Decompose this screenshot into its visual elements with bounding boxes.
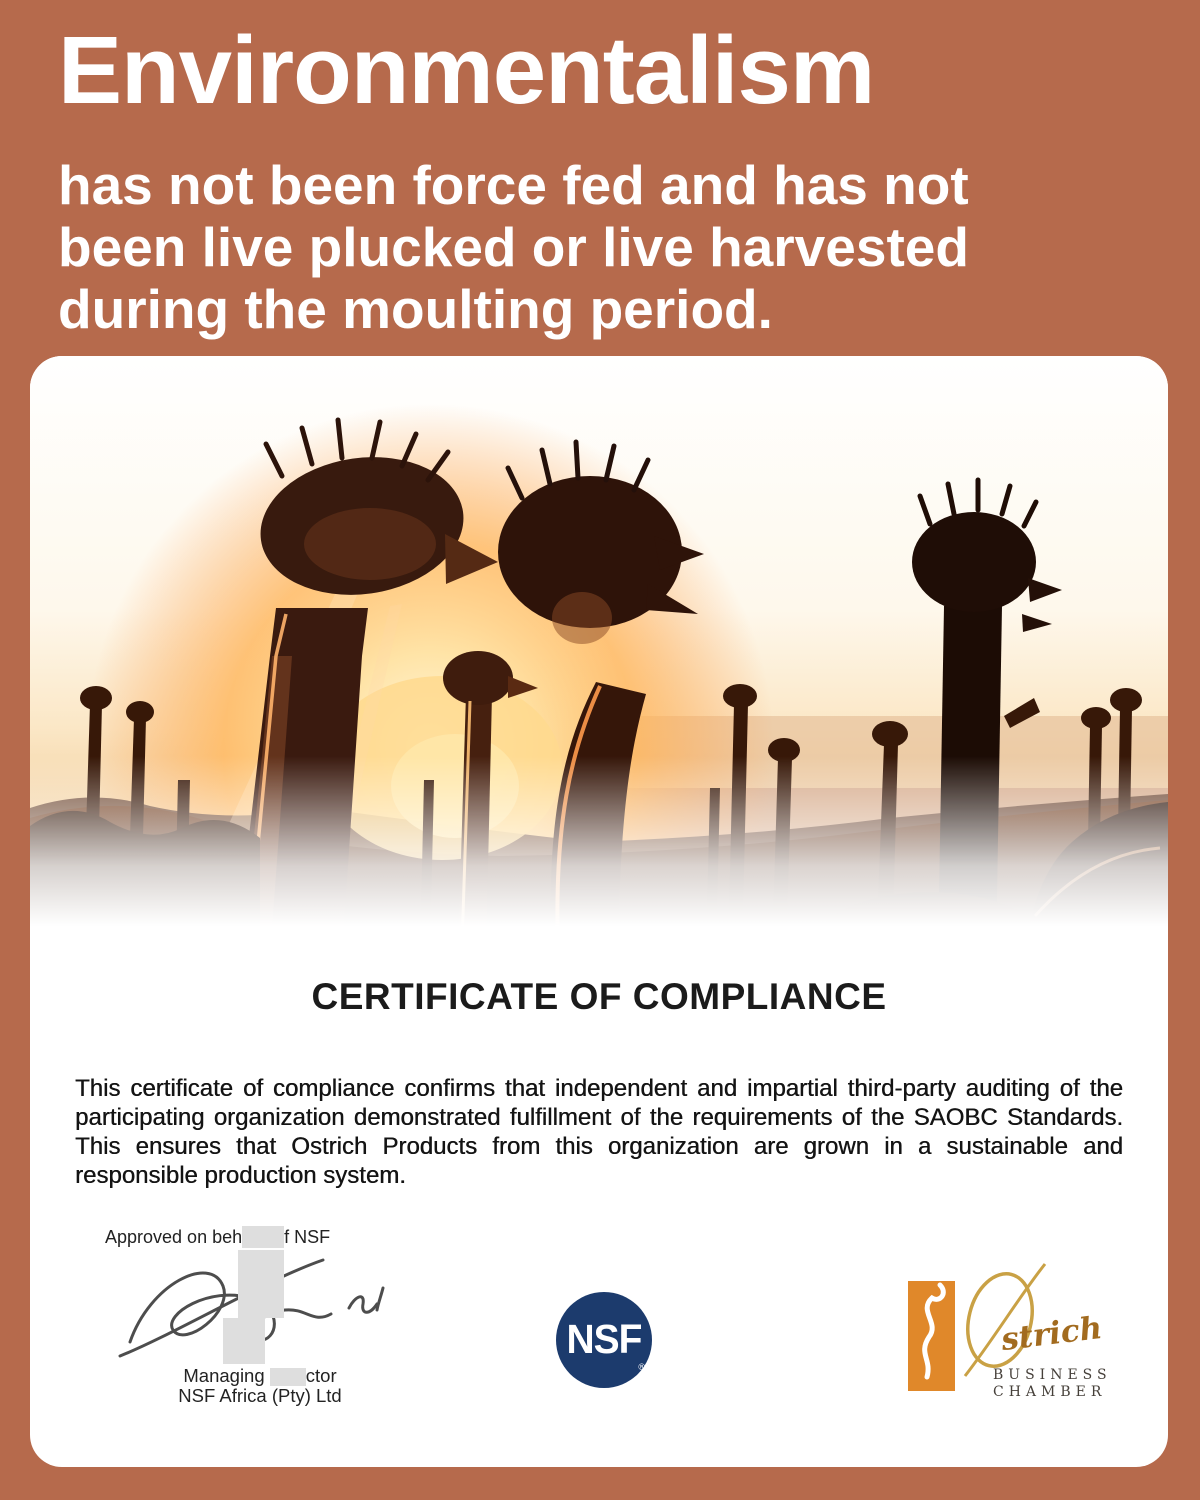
nsf-logo-text: NSF	[566, 1316, 642, 1362]
approved-line	[105, 1226, 445, 1248]
redaction-box	[270, 1368, 306, 1386]
approved-text-start: Approved on beh	[105, 1227, 243, 1247]
redaction-box	[238, 1250, 284, 1318]
redaction-box	[223, 1318, 265, 1364]
certificate-body: This certificate of compliance confirms that independent and impartial third-party auditing of the participating organization demonstrated fulfillment of the requirements of the SAOBC Standards. This ensures that Ostrich Products from this organization are grown in a sustainable and responsible production system.	[75, 1075, 1123, 1189]
redaction-box	[242, 1226, 284, 1248]
subtitle-line: has not been force fed and has not	[58, 153, 969, 216]
obc-caption-line2: CHAMBER	[993, 1384, 1107, 1400]
nsf-logo	[556, 1292, 652, 1388]
certificate-card	[30, 356, 1168, 1467]
signature-block	[105, 1226, 445, 1405]
obc-script-text: strich	[999, 1309, 1105, 1359]
signatory-role	[105, 1366, 415, 1386]
header	[58, 17, 1158, 340]
ostrich-business-chamber-logo	[905, 1268, 1135, 1408]
certificate-title: CERTIFICATE OF COMPLIANCE	[311, 976, 887, 1017]
approved-text-end: f NSF	[284, 1227, 331, 1247]
obc-caption	[993, 1367, 1112, 1401]
registered-mark-icon: ®	[638, 1362, 645, 1372]
signatory-company: NSF Africa (Pty) Ltd	[178, 1385, 342, 1406]
obc-caption-line1: BUSINESS	[993, 1367, 1112, 1383]
ostrich-photo-art	[30, 356, 1168, 956]
role-text-end: ctor	[305, 1365, 337, 1386]
ostrich-sunset-photo	[30, 356, 1168, 956]
subtitle-line: been live plucked or live harvested	[58, 215, 969, 278]
subtitle-line: during the moulting period.	[58, 277, 773, 340]
role-text-start: Managing	[183, 1365, 270, 1386]
page-title: Environmentalism	[58, 17, 875, 124]
header-subtitle	[58, 154, 1158, 340]
